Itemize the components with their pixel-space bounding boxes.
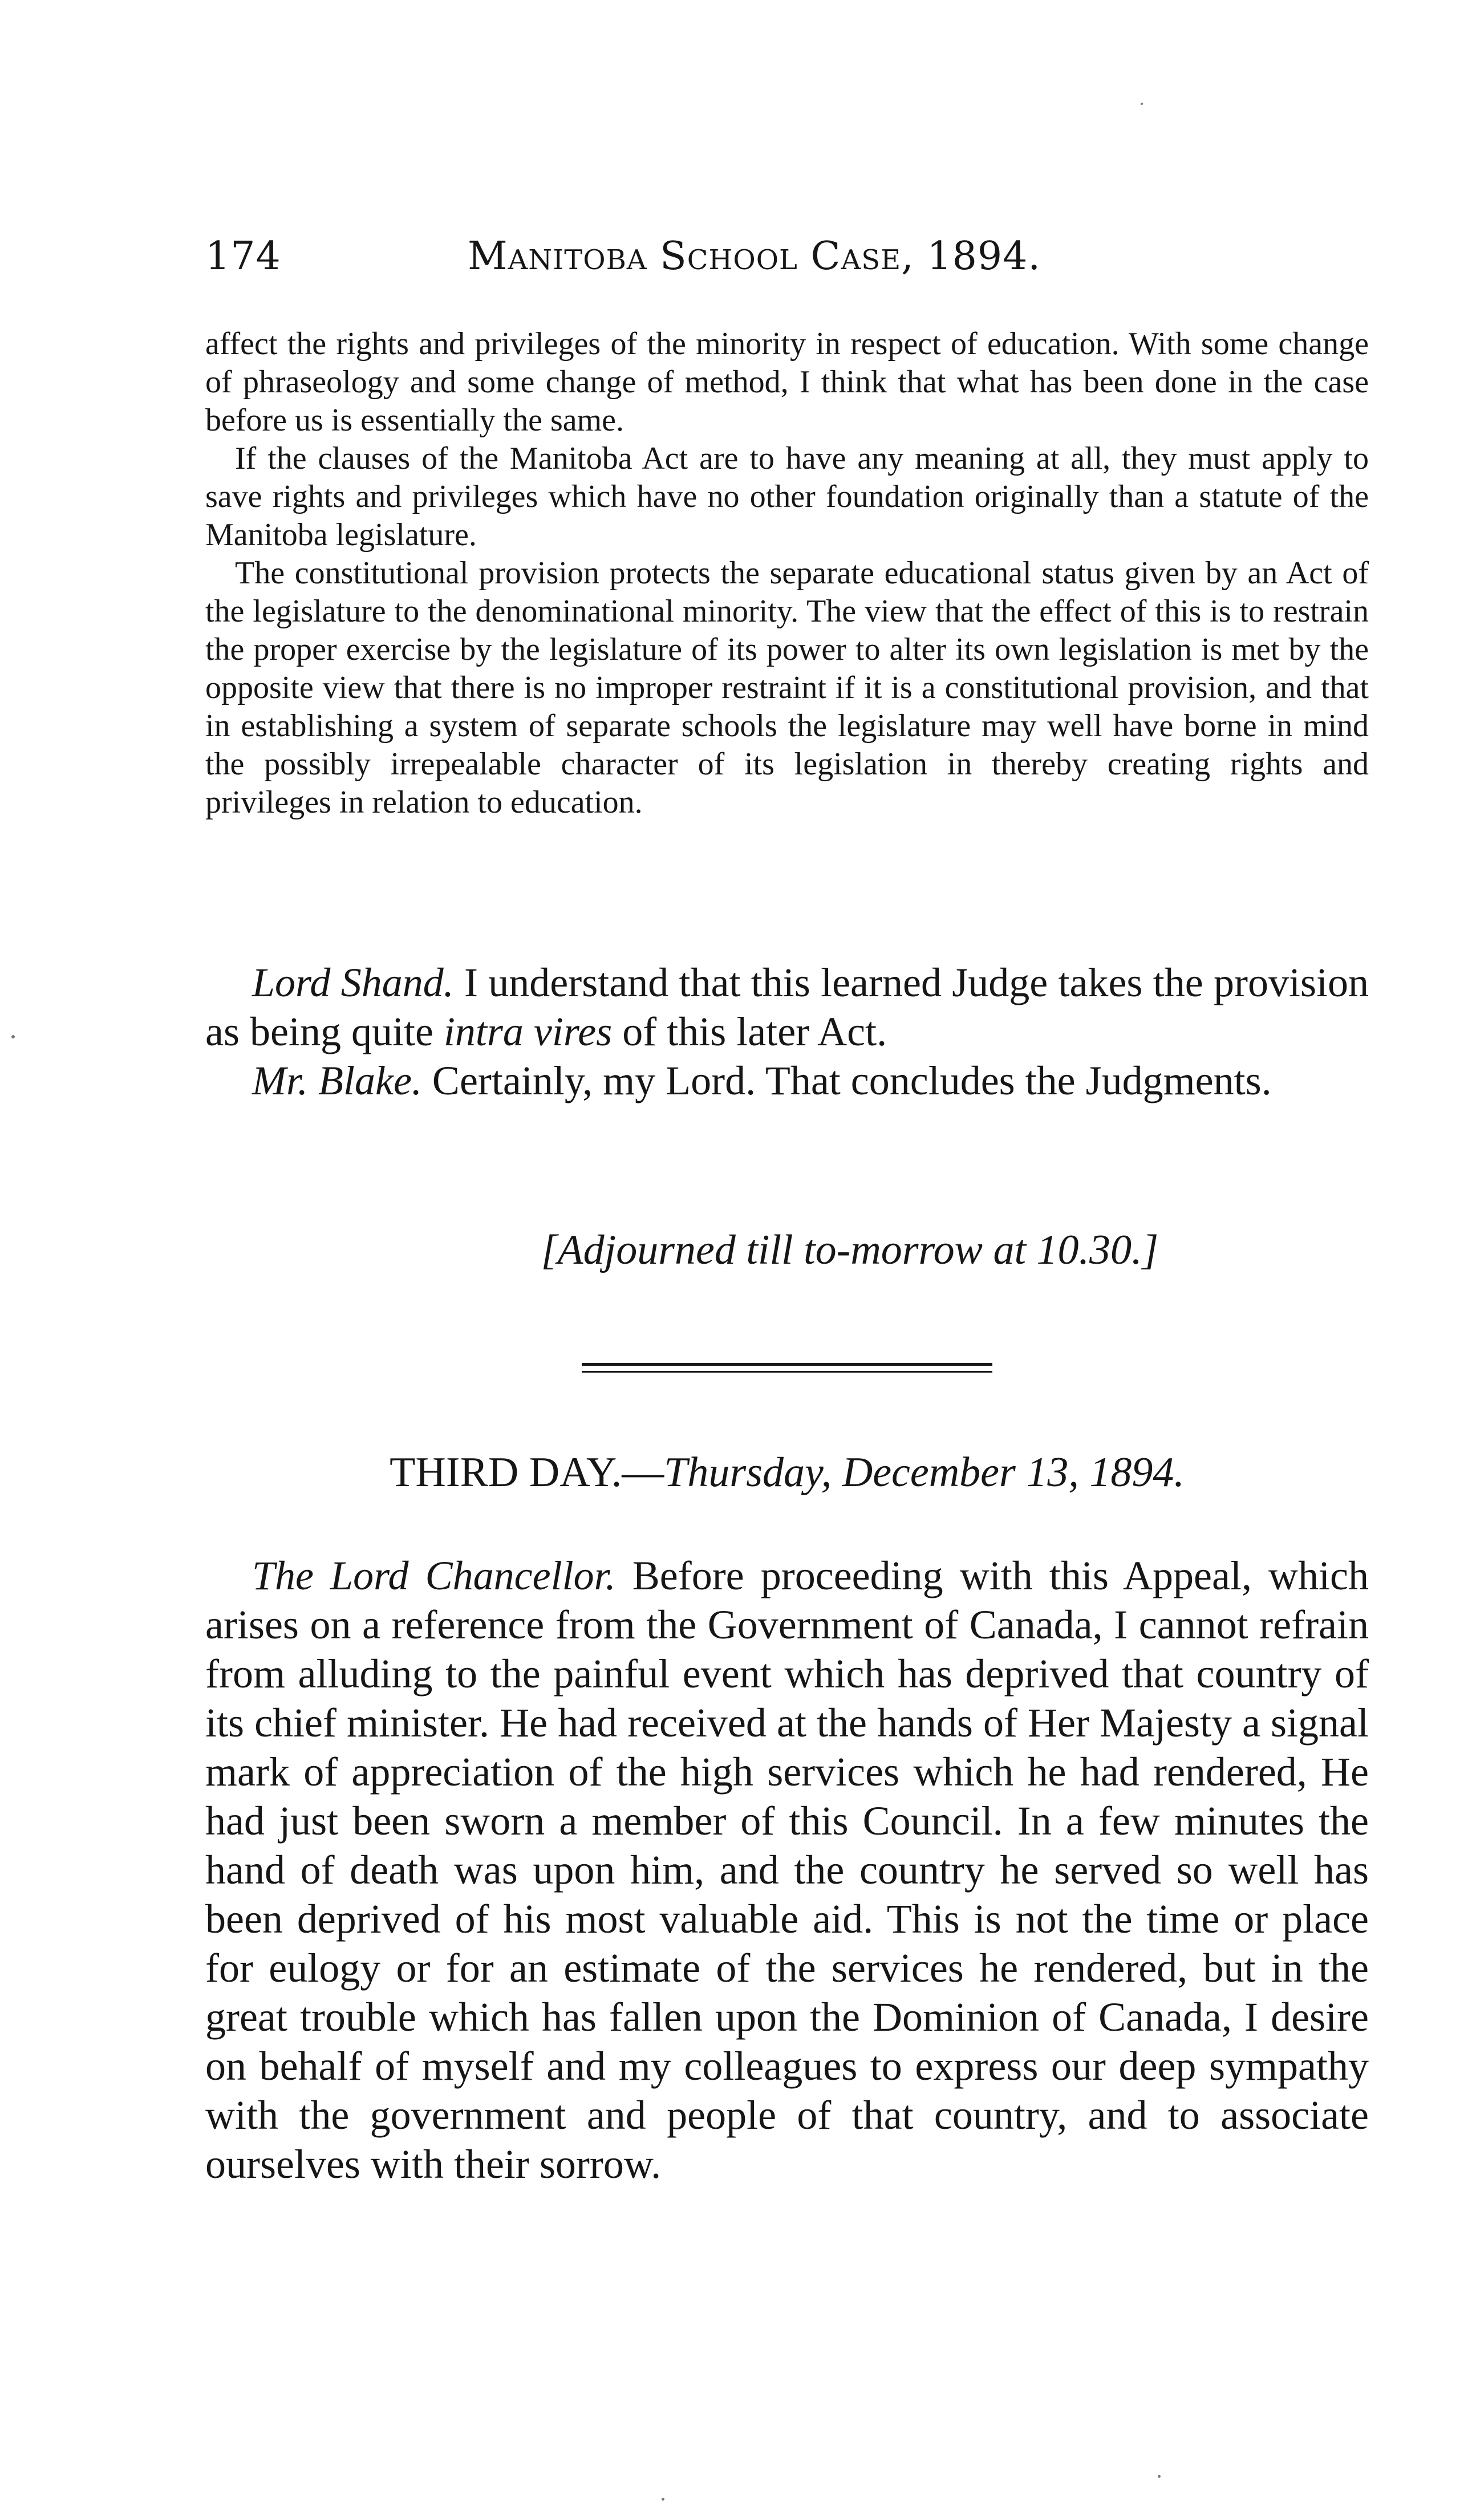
adjournment-note: [Adjourned till to-morrow at 10.30.] [541, 1227, 1159, 1273]
latin-phrase: intra vires [443, 1009, 613, 1054]
speaker-name: The Lord Chancellor. [252, 1553, 616, 1598]
paper-speck [1141, 103, 1143, 105]
judgment-paragraph: The constitutional provision protects the separate educational status given by an Act of the legislature to the denominational minority. The view that the effect of this is to restrain the proper exercise by the legislature of its power to alter its own legislation is met by the opposite view that there is no improper restraint if it is a constitutional provision, and that in establishing a system of separate schools the legislature may well have borne in mind the possibly irrepealable character of its legislation in thereby creating rights and privileges in relation to education. [205, 555, 1369, 820]
lord-shand-remark [205, 958, 1369, 1056]
speaker-name: Mr. Blake. [252, 1058, 422, 1103]
running-head [205, 234, 1095, 285]
remark-text: I understand that this learned Judge takes the provision as being quite [205, 960, 1369, 1054]
day-label: THIRD DAY.— [390, 1449, 664, 1496]
remark-text: of this later Act. [622, 1009, 887, 1054]
lord-chancellor-statement [205, 1551, 1369, 2189]
exchange-block [205, 958, 1369, 1105]
judgment-text [205, 325, 1369, 822]
section-divider [582, 1363, 992, 1366]
paper-speck [11, 1035, 15, 1038]
day-date: Thursday, December 13, 1894. [664, 1449, 1185, 1496]
judgment-paragraph: If the clauses of the Manitoba Act are to have any meaning at all, they must apply to save rights and privileges which have no other foundation originally than a statute of the Manitoba legislature. [205, 441, 1369, 553]
mr-blake-remark [205, 1056, 1369, 1105]
day-heading [205, 1448, 1369, 1497]
statement-text: Before proceeding with this Appeal, which arises on a reference from the Government of Canada, I cannot refrain from alluding to the painful event which has deprived that country of its chief minister. He had received at the hands of Her Majesty a signal mark of appreciation of the high services which he had rendered, He had just been sworn a member of this Council. In a few minutes the hand of death was upon him, and the country he served so well has been deprived of his most valuable aid. This is not the time or place for eulogy or for an estimate of the services he rendered, but in the great trouble which has fallen upon the Dominion of Canada, I desire on behalf of myself and my colleagues to express our deep sympathy with the government and people of that country, and to associate ourselves with their sorrow. [205, 1553, 1369, 2187]
paper-speck [1158, 2475, 1161, 2478]
running-title: Manitoba School Case, 1894. [468, 234, 1041, 279]
statement-paragraph [205, 1551, 1369, 2189]
paper-speck [662, 2498, 664, 2501]
speaker-name: Lord Shand. [252, 960, 454, 1005]
page-number: 174 [205, 234, 281, 279]
remark-text: Certainly, my Lord. That concludes the Judgments. [432, 1058, 1272, 1103]
judgment-paragraph: affect the rights and privileges of the minority in respect of education. With some change of phraseology and some change of method, I think that what has been done in the case before us is essentially the same. [205, 326, 1369, 438]
